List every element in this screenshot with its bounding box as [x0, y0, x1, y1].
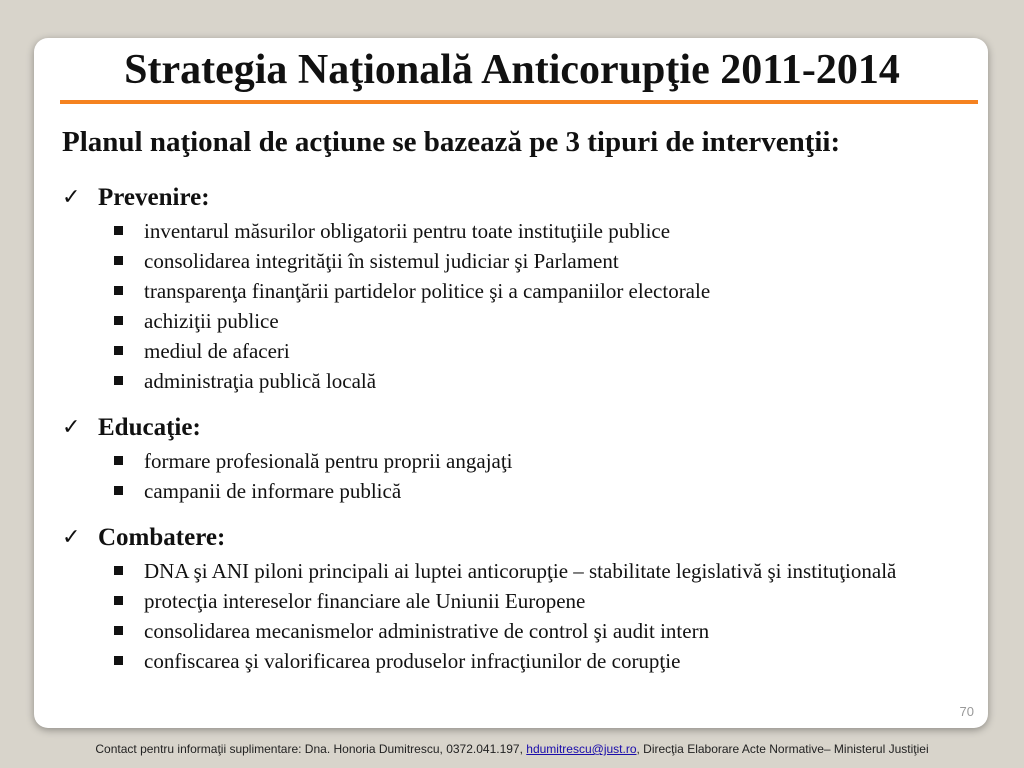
list-item [62, 616, 988, 646]
footer-suffix-text: , Direcţia Elaborare Acte Normative– Ministerul Justiţiei [636, 742, 929, 756]
footer-email-link[interactable]: hdumitrescu@just.ro [526, 742, 637, 756]
square-bullet-icon [114, 566, 123, 575]
square-bullet-icon [114, 626, 123, 635]
page-number: 70 [959, 704, 974, 719]
list-item [62, 476, 988, 506]
section-label: Prevenire: [98, 184, 210, 211]
slide-content [62, 180, 988, 690]
section-header [62, 410, 988, 446]
square-bullet-icon [114, 456, 123, 465]
checkmark-icon: ✓ [62, 525, 81, 550]
list-item [62, 646, 988, 676]
bullet-list [62, 446, 988, 506]
section-label: Educaţie: [98, 414, 201, 441]
square-bullet-icon [114, 346, 123, 355]
square-bullet-icon [114, 486, 123, 495]
list-item [62, 586, 988, 616]
list-item-text: achiziţii publice [144, 309, 279, 333]
footer-contact [0, 742, 1024, 756]
square-bullet-icon [114, 286, 123, 295]
list-item [62, 556, 988, 586]
checkmark-icon: ✓ [62, 185, 81, 210]
slide-subtitle: Planul naţional de acţiune se bazează pe 3 tipuri de intervenţii: [62, 126, 841, 158]
checkmark-icon: ✓ [62, 415, 81, 440]
section-header [62, 520, 988, 556]
square-bullet-icon [114, 256, 123, 265]
list-item-text: protecţia intereselor financiare ale Uniunii Europene [144, 589, 586, 613]
square-bullet-icon [114, 316, 123, 325]
square-bullet-icon [114, 376, 123, 385]
square-bullet-icon [114, 596, 123, 605]
list-item [62, 216, 988, 246]
bullet-list [62, 556, 988, 676]
list-item-text: confiscarea şi valorificarea produselor infracţiunilor de corupţie [144, 649, 681, 673]
list-item-text: consolidarea mecanismelor administrative de control şi audit intern [144, 619, 710, 643]
section-prevenire [62, 180, 988, 396]
list-item [62, 336, 988, 366]
title-underline-rule [60, 100, 978, 104]
list-item-text: formare profesională pentru proprii angajaţi [144, 449, 513, 473]
bullet-list [62, 216, 988, 396]
footer-prefix-text: Contact pentru informaţii suplimentare: Dna. Honoria Dumitrescu, 0372.041.197, [95, 742, 527, 756]
list-item-text: administraţia publică locală [144, 369, 377, 393]
section-combatere [62, 520, 988, 676]
slide-title: Strategia Naţională Anticorupţie 2011-2014 [124, 47, 900, 93]
list-item [62, 446, 988, 476]
list-item-text: campanii de informare publică [144, 479, 402, 503]
section-educatie [62, 410, 988, 506]
square-bullet-icon [114, 226, 123, 235]
section-label: Combatere: [98, 524, 226, 551]
list-item-text: consolidarea integrităţii în sistemul judiciar şi Parlament [144, 249, 619, 273]
square-bullet-icon [114, 656, 123, 665]
list-item [62, 276, 988, 306]
list-item-text: transparenţa finanţării partidelor politice şi a campaniilor electorale [144, 279, 711, 303]
list-item [62, 306, 988, 336]
list-item [62, 246, 988, 276]
section-header [62, 180, 988, 216]
list-item-text: DNA şi ANI piloni principali ai luptei anticorupţie – stabilitate legislativă şi instituţională [144, 559, 897, 583]
list-item-text: mediul de afaceri [144, 339, 290, 363]
list-item [62, 366, 988, 396]
list-item-text: inventarul măsurilor obligatorii pentru toate instituţiile publice [144, 219, 671, 243]
